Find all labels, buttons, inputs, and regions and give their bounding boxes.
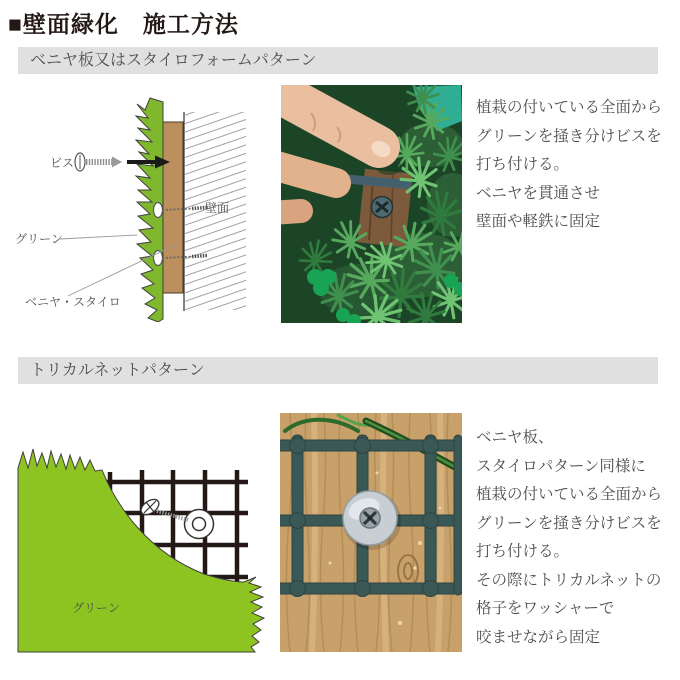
section2-photo-washer-on-net xyxy=(280,413,462,652)
description-line: 格子をワッシャーで xyxy=(476,600,615,617)
label-green: グリーン xyxy=(72,601,120,615)
section1-diagram xyxy=(0,90,270,322)
section2-header-label: トリカルネットパターン xyxy=(30,362,205,379)
description-line: 植栽の付いている全面から xyxy=(476,486,663,503)
screw-icon xyxy=(138,496,188,520)
description-line: 打ち付ける。 xyxy=(476,156,570,173)
description-line: グリーンを掻き分けビスを xyxy=(476,127,662,145)
screw-head-icon xyxy=(372,197,393,218)
label-board: ベニヤ・スタイロ xyxy=(25,295,121,309)
description-line: 壁面や軽鉄に固定 xyxy=(476,213,601,230)
washer-icon xyxy=(343,491,397,545)
board-rect xyxy=(163,122,183,293)
description-line: ベニヤを貫通させ xyxy=(476,184,601,202)
label-wall: 壁面 xyxy=(205,201,230,215)
description-line: 植栽の付いている全面から xyxy=(476,99,663,116)
section1-header-bar xyxy=(18,47,658,74)
description-line: 咬ませながら固定 xyxy=(476,628,601,646)
description-line: 打ち付ける。 xyxy=(476,543,570,560)
section2-description xyxy=(476,424,662,652)
section2-diagram xyxy=(8,440,268,660)
section1-description xyxy=(476,94,662,237)
page-title: ■壁面緑化 施工方法 xyxy=(8,11,239,37)
description-line: グリーンを掻き分けビスを xyxy=(476,514,662,532)
label-screw: ビス xyxy=(50,156,75,170)
leader-line-green xyxy=(60,235,137,239)
washer-icon xyxy=(185,510,214,539)
section2-header-bar xyxy=(18,357,658,384)
label-green: グリーン xyxy=(15,232,63,246)
description-line: その際にトリカルネットの xyxy=(476,571,662,589)
section1-header-label: ベニヤ板又はスタイロフォームパターン xyxy=(30,52,317,69)
description-line: スタイロパターン同様に xyxy=(476,457,646,475)
section1-photo-screwing-through-foliage xyxy=(281,85,462,323)
screw-icon xyxy=(75,153,122,171)
description-line: ベニヤ板、 xyxy=(476,429,554,446)
